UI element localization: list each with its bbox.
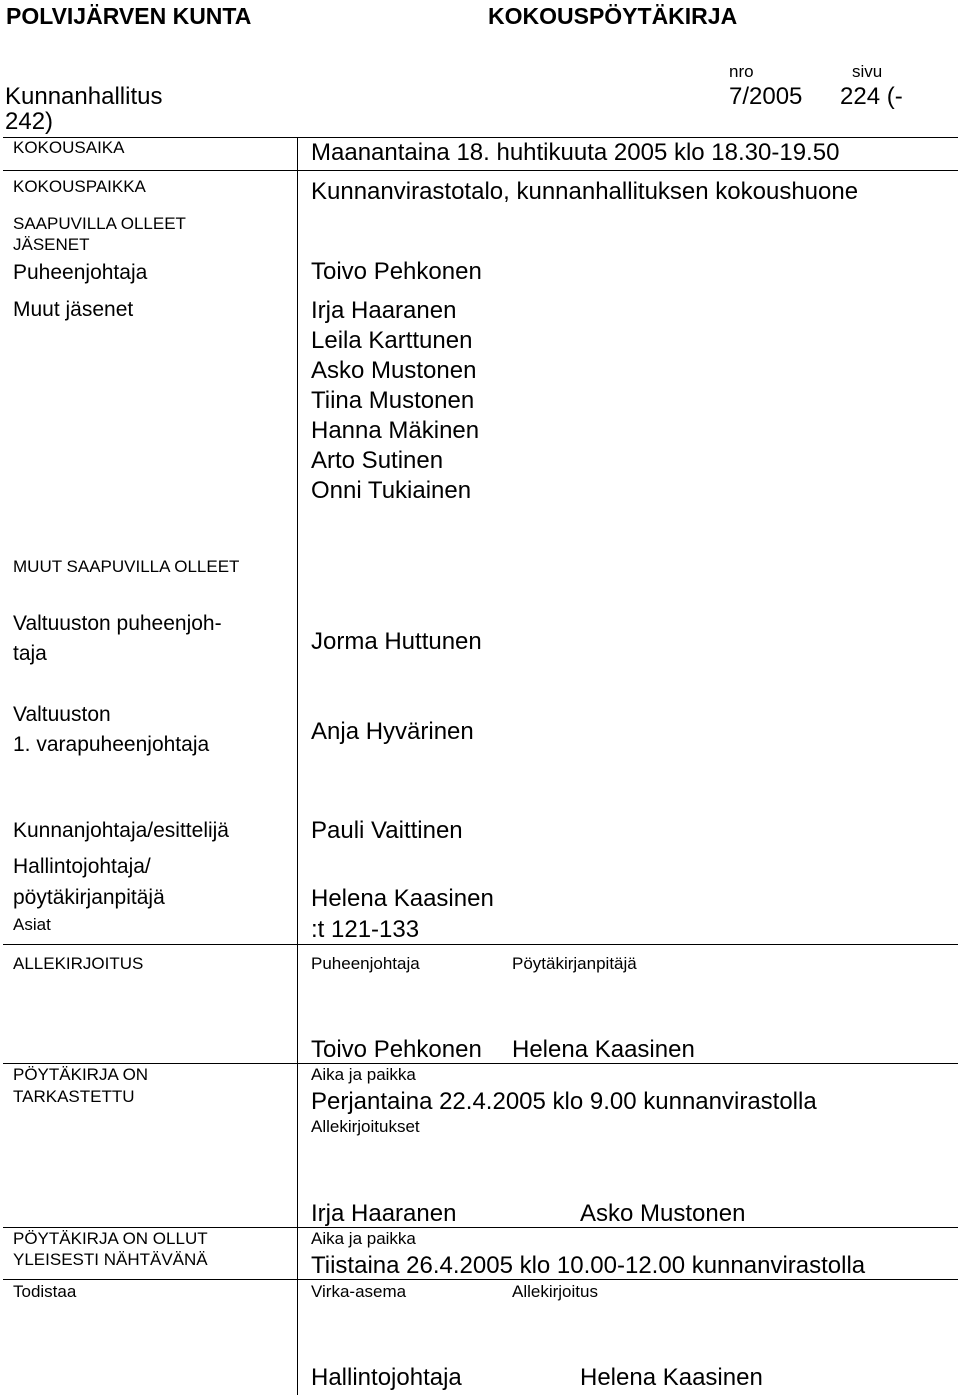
signature-secretary-name: Helena Kaasinen [512, 1036, 695, 1063]
certify-signer-name: Helena Kaasinen [580, 1364, 763, 1391]
admin-label-line1: Hallintojohtaja/ [13, 855, 151, 878]
meeting-place-value: Kunnanvirastotalo, kunnanhallituksen kokoushuone [311, 178, 859, 205]
signature-label: ALLEKIRJOITUS [13, 954, 144, 973]
member-name: Onni Tukiainen [311, 477, 472, 504]
certify-label: Todistaa [13, 1282, 77, 1301]
municipality-name: POLVIJÄRVEN KUNTA [6, 3, 252, 29]
body-name: Kunnanhallitus [5, 83, 163, 110]
items-value: :t 121-133 [311, 916, 420, 943]
review-signatures-label: Allekirjoitukset [311, 1117, 420, 1136]
chair-label: Puheenjohtaja [13, 261, 148, 284]
nro-label: nro [729, 62, 754, 81]
public-time-place-value: Tiistaina 26.4.2005 klo 10.00-12.00 kunnanvirastolla [311, 1252, 866, 1279]
council-chair-name: Jorma Huttunen [311, 628, 482, 655]
sivu-value: 224 (- [840, 83, 903, 110]
admin-label-line2: pöytäkirjanpitäjä [13, 886, 165, 909]
row-rule [3, 1227, 958, 1228]
member-name: Asko Mustonen [311, 357, 477, 384]
review-time-place-value: Perjantaina 22.4.2005 klo 9.00 kunnanvirastolla [311, 1088, 817, 1115]
members-label-line2: JÄSENET [13, 235, 90, 254]
certify-signature-label: Allekirjoitus [512, 1282, 598, 1301]
council-vice-label-line1: Valtuuston [13, 703, 111, 726]
manager-label: Kunnanjohtaja/esittelijä [13, 819, 229, 842]
signature-chair-name: Toivo Pehkonen [311, 1036, 482, 1063]
member-name: Tiina Mustonen [311, 387, 475, 414]
row-rule [3, 1279, 958, 1280]
row-rule [3, 1063, 958, 1064]
member-name: Leila Karttunen [311, 327, 473, 354]
review-label-line1: PÖYTÄKIRJA ON [13, 1065, 149, 1084]
column-divider [297, 138, 298, 1395]
sivu-continuation: 242) [5, 108, 54, 135]
sivu-label: sivu [852, 62, 883, 81]
certify-position-label: Virka-asema [311, 1282, 407, 1301]
public-label-line1: PÖYTÄKIRJA ON OLLUT [13, 1229, 208, 1248]
header-rule [3, 137, 958, 138]
document-type: KOKOUSPÖYTÄKIRJA [488, 3, 738, 29]
other-members-label: Muut jäsenet [13, 298, 134, 321]
other-present-label: MUUT SAAPUVILLA OLLEET [13, 557, 240, 576]
certify-position-value: Hallintojohtaja [311, 1364, 462, 1391]
meeting-time-label: KOKOUSAIKA [13, 138, 125, 157]
public-label-line2: YLEISESTI NÄHTÄVÄNÄ [13, 1250, 208, 1269]
public-time-place-label: Aika ja paikka [311, 1229, 416, 1248]
signature-secretary-role: Pöytäkirjanpitäjä [512, 954, 637, 973]
review-time-place-label: Aika ja paikka [311, 1065, 416, 1084]
council-vice-label-line2: 1. varapuheenjohtaja [13, 733, 210, 756]
row-rule [3, 170, 958, 171]
meeting-time-value: Maanantaina 18. huhtikuuta 2005 klo 18.30-19.50 [311, 139, 840, 166]
nro-value: 7/2005 [729, 83, 803, 110]
member-name: Hanna Mäkinen [311, 417, 480, 444]
admin-name: Helena Kaasinen [311, 885, 494, 912]
member-name: Arto Sutinen [311, 447, 444, 474]
meeting-place-label: KOKOUSPAIKKA [13, 177, 146, 196]
review-label-line2: TARKASTETTU [13, 1087, 135, 1106]
council-chair-label-line1: Valtuuston puheenjoh- [13, 612, 222, 635]
members-label-line1: SAAPUVILLA OLLEET [13, 214, 186, 233]
council-chair-label-line2: taja [13, 642, 47, 665]
reviewer-name: Asko Mustonen [580, 1200, 746, 1227]
signature-chair-role: Puheenjohtaja [311, 954, 420, 973]
row-rule [3, 944, 958, 945]
member-name: Irja Haaranen [311, 297, 457, 324]
reviewer-name: Irja Haaranen [311, 1200, 457, 1227]
manager-name: Pauli Vaittinen [311, 817, 463, 844]
items-label: Asiat [13, 915, 51, 934]
chair-name: Toivo Pehkonen [311, 258, 482, 285]
council-vice-name: Anja Hyvärinen [311, 718, 474, 745]
